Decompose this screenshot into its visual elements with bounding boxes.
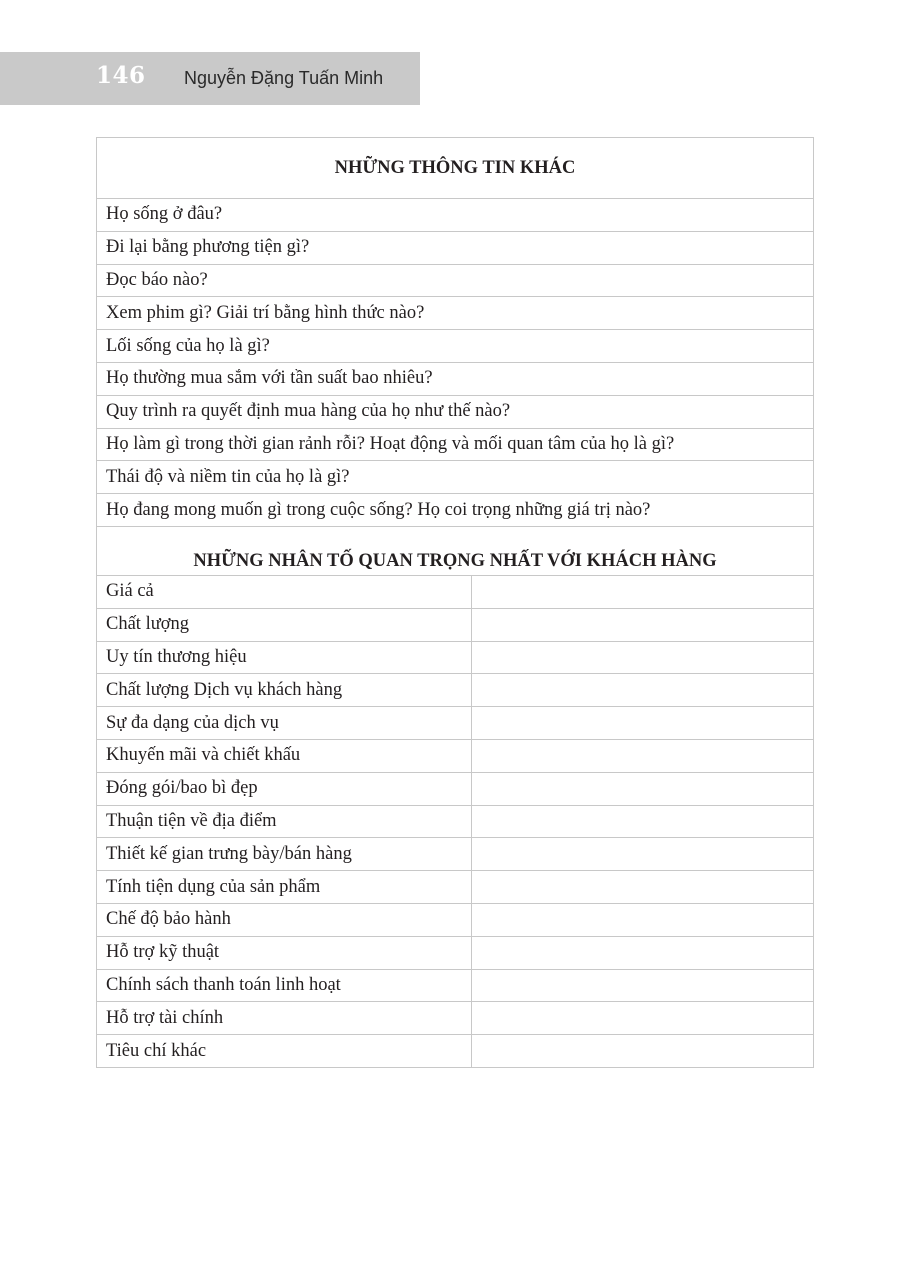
factor-row — [97, 871, 814, 904]
question-row — [97, 461, 814, 494]
factor-row — [97, 805, 814, 838]
factor-row — [97, 739, 814, 772]
factor-answer-cell — [472, 969, 814, 1002]
section-title-key-factors: NHỮNG NHÂN TỐ QUAN TRỌNG NHẤT VỚI KHÁCH HÀNG — [97, 526, 814, 575]
factor-answer-cell — [472, 903, 814, 936]
factor-label: Tiêu chí khác — [97, 1035, 472, 1068]
factor-label: Chất lượng Dịch vụ khách hàng — [97, 674, 472, 707]
question-cell: Quy trình ra quyết định mua hàng của họ như thế nào? — [97, 395, 814, 428]
factor-answer-cell — [472, 608, 814, 641]
factor-row — [97, 674, 814, 707]
factor-row — [97, 575, 814, 608]
question-row — [97, 199, 814, 232]
page-number: 146 — [96, 62, 146, 89]
factor-answer-cell — [472, 936, 814, 969]
section-header-row — [97, 526, 814, 575]
factor-answer-cell — [472, 674, 814, 707]
factor-answer-cell — [472, 1002, 814, 1035]
question-row — [97, 297, 814, 330]
running-header-author: Nguyễn Đặng Tuấn Minh — [184, 68, 384, 88]
factor-answer-cell — [472, 871, 814, 904]
question-cell: Đi lại bằng phương tiện gì? — [97, 231, 814, 264]
factor-label: Tính tiện dụng của sản phẩm — [97, 871, 472, 904]
factor-label: Khuyến mãi và chiết khấu — [97, 739, 472, 772]
question-row — [97, 362, 814, 395]
factor-label: Giá cả — [97, 575, 472, 608]
question-cell: Họ đang mong muốn gì trong cuộc sống? Họ coi trọng những giá trị nào? — [97, 494, 814, 527]
factor-answer-cell — [472, 838, 814, 871]
question-row — [97, 494, 814, 527]
section-title-other-info: NHỮNG THÔNG TIN KHÁC — [97, 138, 814, 199]
question-row — [97, 395, 814, 428]
question-row — [97, 428, 814, 461]
question-cell: Thái độ và niềm tin của họ là gì? — [97, 461, 814, 494]
factor-label: Sự đa dạng của dịch vụ — [97, 707, 472, 740]
factor-label: Đóng gói/bao bì đẹp — [97, 772, 472, 805]
factor-answer-cell — [472, 1035, 814, 1068]
factor-label: Hỗ trợ tài chính — [97, 1002, 472, 1035]
question-cell: Xem phim gì? Giải trí bằng hình thức nào? — [97, 297, 814, 330]
factor-row — [97, 772, 814, 805]
factor-row — [97, 838, 814, 871]
question-cell: Họ sống ở đâu? — [97, 199, 814, 232]
section-header-row — [97, 138, 814, 199]
customer-profile-table — [96, 137, 814, 1068]
factor-answer-cell — [472, 805, 814, 838]
factor-label: Chính sách thanh toán linh hoạt — [97, 969, 472, 1002]
factor-label: Hỗ trợ kỹ thuật — [97, 936, 472, 969]
factor-row — [97, 707, 814, 740]
question-row — [97, 231, 814, 264]
question-row — [97, 264, 814, 297]
factor-row — [97, 641, 814, 674]
question-cell: Họ thường mua sắm với tần suất bao nhiêu? — [97, 362, 814, 395]
factor-label: Thuận tiện về địa điểm — [97, 805, 472, 838]
question-cell: Đọc báo nào? — [97, 264, 814, 297]
factor-row — [97, 1035, 814, 1068]
question-cell: Họ làm gì trong thời gian rảnh rỗi? Hoạt động và mối quan tâm của họ là gì? — [97, 428, 814, 461]
factor-row — [97, 969, 814, 1002]
factor-answer-cell — [472, 575, 814, 608]
question-row — [97, 330, 814, 363]
factor-answer-cell — [472, 641, 814, 674]
factor-label: Thiết kế gian trưng bày/bán hàng — [97, 838, 472, 871]
factor-label: Chất lượng — [97, 608, 472, 641]
factor-row — [97, 1002, 814, 1035]
factor-label: Uy tín thương hiệu — [97, 641, 472, 674]
factor-row — [97, 903, 814, 936]
question-cell: Lối sống của họ là gì? — [97, 330, 814, 363]
factor-row — [97, 608, 814, 641]
factor-answer-cell — [472, 772, 814, 805]
factor-row — [97, 936, 814, 969]
factor-answer-cell — [472, 739, 814, 772]
factor-label: Chế độ bảo hành — [97, 903, 472, 936]
factor-answer-cell — [472, 707, 814, 740]
